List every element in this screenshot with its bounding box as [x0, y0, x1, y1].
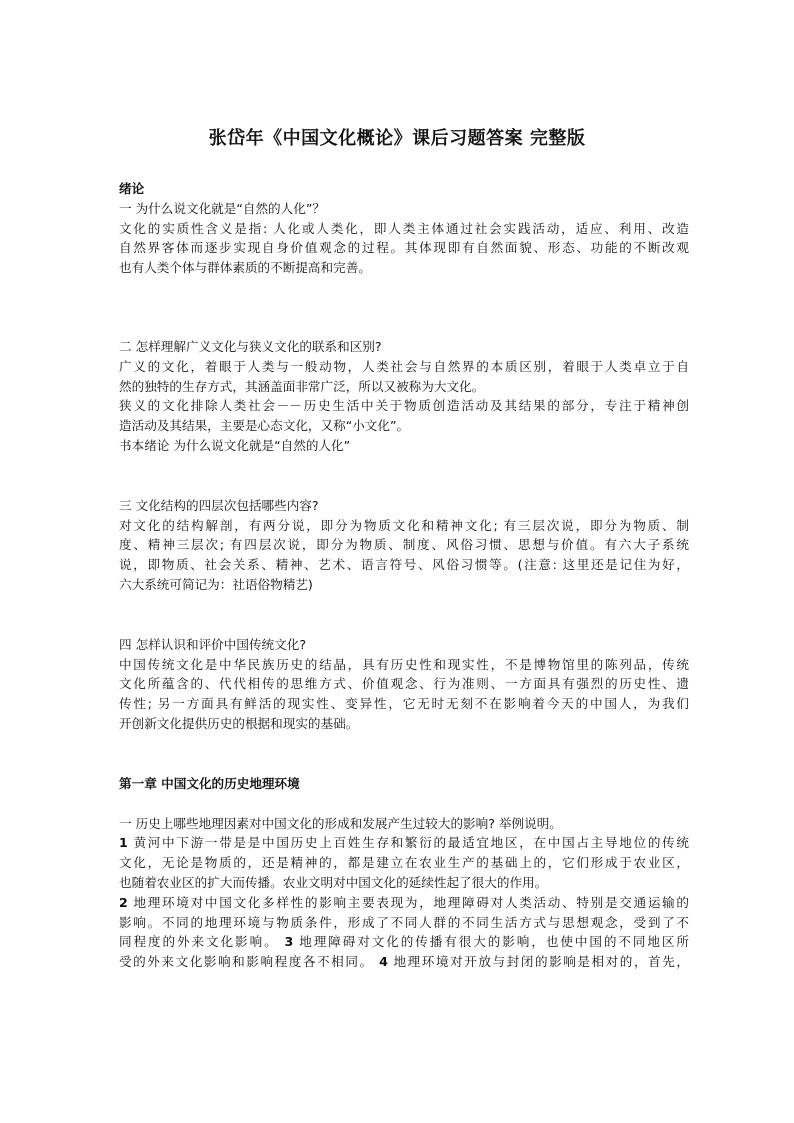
point-number: 4	[379, 954, 388, 970]
chapter-answer-line	[119, 893, 689, 913]
question-2: 二 怎样理解广义文化与狭义文化的联系和区别?	[119, 338, 382, 354]
chapter-heading: 第一章 中国文化的历史地理环境	[119, 775, 300, 791]
answer-2-line: 书本绪论 为什么说文化就是“自然的人化”	[119, 437, 351, 453]
answer-3-line: 度、精神三层次; 有四层次说，即分为物质、制度、风俗习惯、思想与价值。有六大子系统	[119, 537, 689, 553]
point-number: 3	[284, 934, 294, 950]
answer-2-line: 然的独特的生存方式，其涵盖面非常广泛，所以又被称为大文化。	[119, 378, 485, 394]
point-text: 地理环境对中国文化多样性的影响主要表现为，地理障碍对人类活动、特别是交通运输的	[127, 894, 689, 910]
answer-2-line: 狭义的文化排除人类社会－－历史生活中关于物质创造活动及其结果的部分，专注于精神创	[119, 398, 689, 414]
answer-1-line: 文化的实质性含义是指: 人化或人类化，即人类主体通过社会实践活动，适应、利用、改造	[119, 220, 689, 236]
point-text: 同程度的外来文化影响。	[119, 934, 279, 950]
chapter-answer-line: 文化，无论是物质的，还是精神的，都是建立在农业生产的基础上的，它们形成于农业区，	[119, 855, 689, 871]
spacer	[119, 734, 689, 774]
answer-3-line: 六大系统可简记为：社语俗物精艺)	[119, 576, 313, 592]
document-title: 张岱年《中国文化概论》课后习题答案 完整版	[208, 128, 586, 149]
chapter-answer-line	[119, 932, 689, 952]
answer-1-line: 也有人类个体与群体素质的不断提高和完善。	[119, 260, 371, 276]
chapter-answer-line	[119, 833, 689, 853]
question-4: 四 怎样认识和评价中国传统文化?	[119, 636, 306, 652]
spacer	[119, 278, 689, 337]
section-heading-intro: 绪论	[119, 181, 145, 196]
answer-3-line: 对文化的结构解剖，有两分说，即分为物质文化和精神文化; 有三层次说，即分为物质、制	[119, 517, 689, 533]
point-number: 1	[119, 835, 128, 851]
document-body	[119, 179, 689, 972]
answer-4-line: 文化所蕴含的、代代相传的思维方式、价值观念、行为准则、一方面具有强烈的历史性、遗	[119, 676, 689, 692]
chapter-answer-line: 也随着农业区的扩大而传播。农业文明对中国文化的延续性起了很大的作用。	[119, 874, 548, 890]
answer-3-line: 说，即物质、社会关系、精神、艺术、语言符号、风俗习惯等。(注意: 这里还是记住为好，	[119, 557, 689, 573]
spacer	[119, 794, 689, 814]
answer-2-line: 广义的文化，着眼于人类与一般动物，人类社会与自然界的本质区别，着眼于人类卓立于自	[119, 358, 689, 374]
chapter-answer-line	[119, 952, 689, 972]
point-text: 地理环境对开放与封闭的影响是相对的，首先，	[387, 954, 689, 970]
chapter-answer-line: 影响。不同的地理环境与物质条件，形成了不同人群的不同生活方式与思想观念，受到了不	[119, 914, 689, 930]
answer-1-line: 自然界客体而逐步实现自身价值观念的过程。其体现即有自然面貌、形态、功能的不断改观	[119, 240, 689, 256]
answer-2-line: 造活动及其结果，主要是心态文化，又称“小文化”。	[119, 418, 410, 434]
point-text: 地理障碍对文化的传播有很大的影响，也使中国的不同地区所	[293, 934, 689, 950]
point-number: 2	[119, 894, 128, 910]
answer-4-line: 传性; 另一方面具有鲜活的现实性、变异性，它无时无刻不在影响着今天的中国人，为我们	[119, 696, 689, 712]
answer-4-line: 开创新文化提供历史的根据和现实的基础。	[119, 715, 359, 731]
answer-4-line: 中国传统文化是中华民族历史的结晶，具有历史性和现实性，不是博物馆里的陈列品，传统	[119, 656, 689, 672]
question-3: 三 文化结构的四层次包括哪些内容?	[119, 497, 319, 513]
point-text: 受的外来文化影响和影响程度各不相同。	[119, 954, 374, 970]
chapter-question-1: 一 历史上哪些地理因素对中国文化的形成和发展产生过较大的影响? 举例说明。	[119, 815, 562, 831]
spacer	[119, 595, 689, 635]
spacer	[119, 456, 689, 496]
point-text: 黄河中下游一带是是中国历史上百姓生存和繁衍的最适宜地区，在中国占主导地位的传统	[127, 835, 689, 851]
question-1: 一 为什么说文化就是“自然的人化”？	[119, 200, 325, 216]
